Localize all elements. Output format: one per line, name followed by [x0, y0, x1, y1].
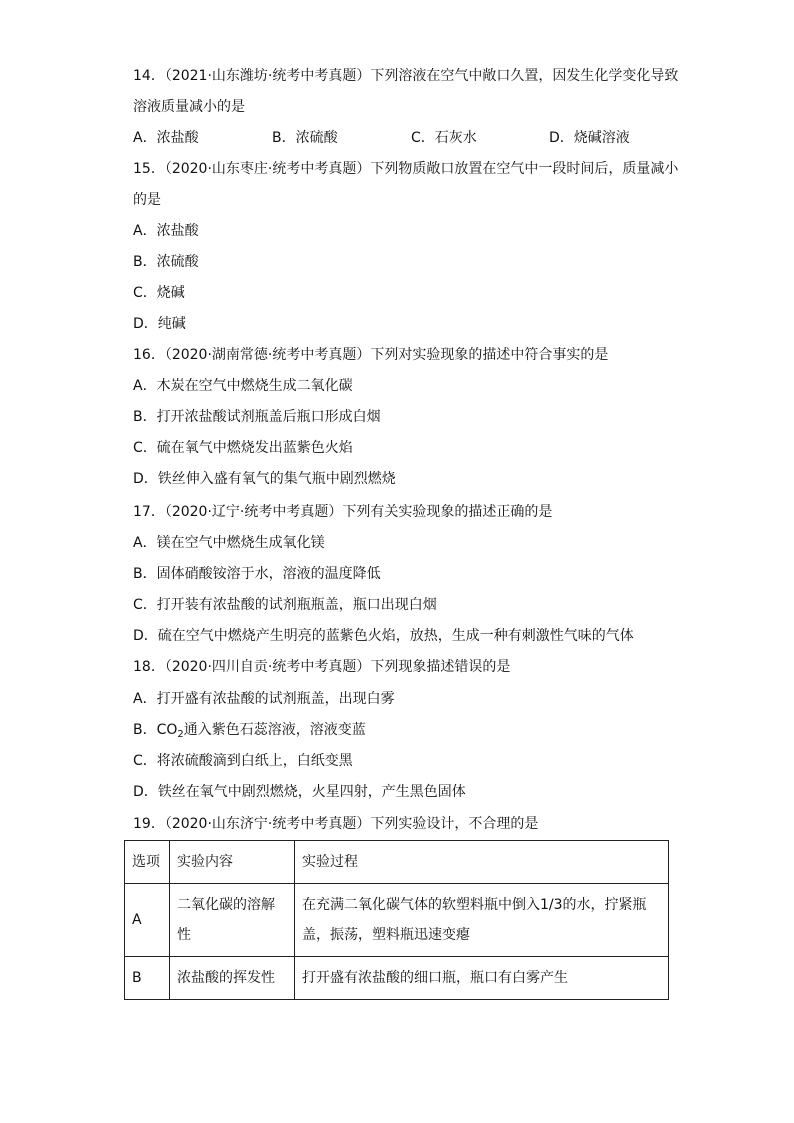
row-a-option: A: [125, 884, 170, 957]
question-16-option-c: C．硫在氧气中燃烧发出蓝紫色火焰: [133, 440, 353, 456]
experiment-table: [124, 840, 669, 1000]
row-a-content: 二氧化碳的溶解性: [170, 884, 295, 957]
question-15-option-a: A．浓盐酸: [133, 223, 199, 239]
header-process: 实验过程: [295, 841, 669, 884]
question-18-option-d: D．铁丝在氧气中剧烈燃烧，火星四射，产生黑色固体: [133, 784, 466, 800]
row-a-process: 在充满二氧化碳气体的软塑料瓶中倒入1/3的水，拧紧瓶盖，振荡，塑料瓶迅速变瘪: [295, 884, 669, 957]
option-b: B．浓硫酸: [272, 130, 338, 146]
option-b-formula: B．CO: [133, 722, 178, 738]
question-14-stem-cont: 溶液质量减小的是: [133, 99, 245, 115]
question-15-stem: 15．（2020·山东枣庄·统考中考真题）下列物质敞口放置在空气中一段时间后，质量减小: [133, 161, 679, 177]
question-17-option-d: D．硫在空气中燃烧产生明亮的蓝紫色火焰，放热，生成一种有刺激性气味的气体: [133, 628, 634, 644]
question-16-option-b: B．打开浓盐酸试剂瓶盖后瓶口形成白烟: [133, 409, 381, 425]
table-row: [125, 957, 669, 1000]
option-a: A．浓盐酸: [133, 130, 199, 146]
question-15-option-b: B．浓硫酸: [133, 254, 199, 270]
question-14-stem: 14．（2021·山东潍坊·统考中考真题）下列溶液在空气中敞口久置，因发生化学变化导致: [133, 68, 679, 84]
row-b-process: 打开盛有浓盐酸的细口瓶，瓶口有白雾产生: [295, 957, 669, 1000]
question-19-stem: 19．（2020·山东济宁·统考中考真题）下列实验设计，不合理的是: [133, 816, 539, 832]
formula-subscript: 2: [177, 729, 184, 740]
question-18-option-b: [133, 720, 366, 745]
header-content: 实验内容: [170, 841, 295, 884]
question-16-option-a: A．木炭在空气中燃烧生成二氧化碳: [133, 378, 353, 394]
question-18-option-c: C．将浓硫酸滴到白纸上，白纸变黑: [133, 753, 353, 769]
option-c: C．石灰水: [411, 130, 477, 146]
question-15-option-d: D．纯碱: [133, 316, 186, 332]
table-header-row: [125, 841, 669, 884]
question-16-option-d: D．铁丝伸入盛有氧气的集气瓶中剧烈燃烧: [133, 471, 396, 487]
question-17-option-a: A．镁在空气中燃烧生成氧化镁: [133, 535, 325, 551]
question-17-option-c: C．打开装有浓盐酸的试剂瓶瓶盖，瓶口出现白烟: [133, 597, 437, 613]
header-option: 选项: [125, 841, 170, 884]
question-16-stem: 16．（2020·湖南常德·统考中考真题）下列对实验现象的描述中符合事实的是: [133, 347, 609, 363]
question-18-stem: 18．（2020·四川自贡·统考中考真题）下列现象描述错误的是: [133, 659, 511, 675]
question-17-option-b: B．固体硝酸铵溶于水，溶液的温度降低: [133, 566, 381, 582]
question-18-option-a: A．打开盛有浓盐酸的试剂瓶盖，出现白雾: [133, 691, 395, 707]
row-b-content: 浓盐酸的挥发性: [170, 957, 295, 1000]
question-15-option-c: C．烧碱: [133, 285, 185, 301]
question-15-stem-cont: 的是: [133, 192, 161, 208]
table-row: [125, 884, 669, 957]
option-d: D．烧碱溶液: [549, 130, 630, 146]
row-b-option: B: [125, 957, 170, 1000]
question-17-stem: 17．（2020·辽宁·统考中考真题）下列有关实验现象的描述正确的是: [133, 504, 553, 520]
option-b-text: 通入紫色石蕊溶液，溶液变蓝: [183, 722, 366, 738]
